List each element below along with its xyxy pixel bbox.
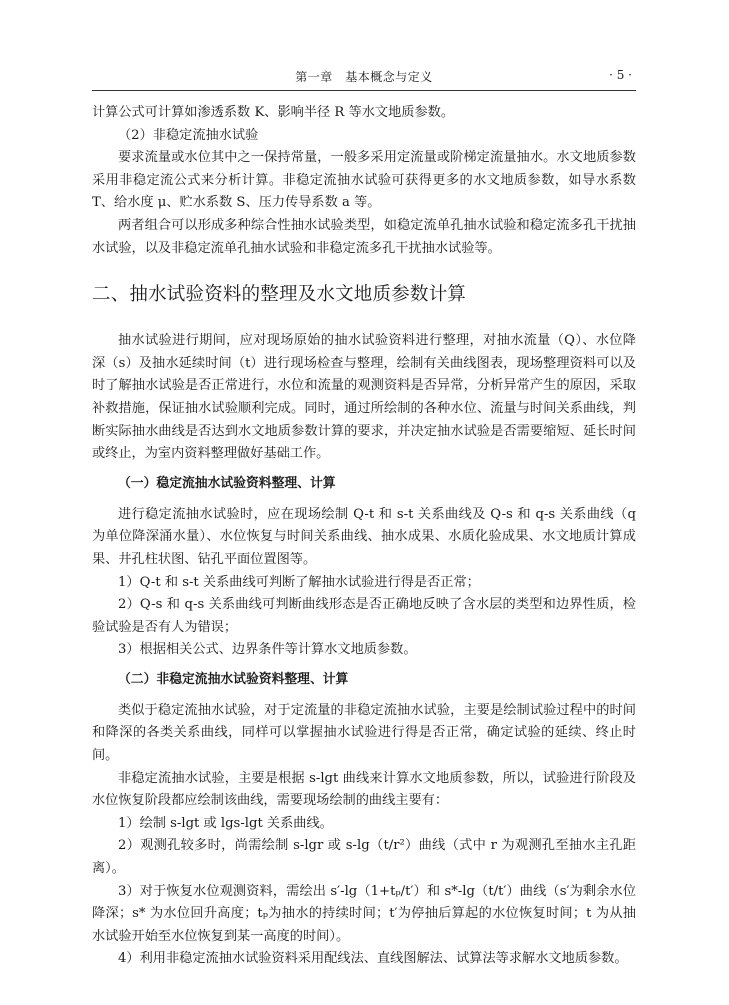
- paragraph: 两者组合可以形成多种综合性抽水试验类型，如稳定流单孔抽水试验和稳定流多孔干扰抽水试验，以及非稳定流单孔抽水试验和非稳定流多孔干扰抽水试验等。: [92, 217, 636, 256]
- paragraph: 抽水试验进行期间，应对现场原始的抽水试验资料进行整理，对抽水流量（Q）、水位降深（s）及抽水延续时间（t）进行现场检查与整理，绘制有关曲线图表，现场整理资料可以及时了解抽水试验是否正常进行，水位和流量的观测资料是否异常，分析异常产生的原因，采取补救措施，保证抽水试验顺利完成。同时，通过所绘制的各种水位、流量与时间关系曲线，判断实际抽水曲线是否达到水文地质参数计算的要求，并决定抽水试验是否需要缩短、延长时间或终止，为室内资料整理做好基础工作。: [92, 333, 636, 462]
- list-item: 1）绘制 s-lgt 或 lgs-lgt 关系曲线。: [118, 815, 333, 831]
- section-heading: 二、抽水试验资料的整理及水文地质参数计算: [92, 284, 467, 306]
- list-item: 3）根据相关公式、边界条件等计算水文地质参数。: [118, 642, 417, 658]
- page-body: [92, 102, 636, 971]
- list-item: 2）观测孔较多时，尚需绘制 s-lgr 或 s-lg（t/r²）曲线（式中 r 为观测孔至抽水主孔距离）。: [92, 838, 636, 877]
- chapter-title: 第一章 基本概念与定义: [295, 70, 433, 84]
- subsection-heading: （二）非稳定流抽水试验资料整理、计算: [118, 671, 349, 687]
- subsection-label: （2）非稳定流抽水试验: [118, 127, 259, 143]
- paragraph: 计算公式可计算如渗透系数 K、影响半径 R 等水文地质参数。: [92, 105, 455, 120]
- list-item: 3）对于恢复水位观测资料，需绘出 s′-lg（1+tₚ/t′）和 s*-lg（t/t′）曲线（s′为剩余水位降深；s* 为水位回升高度；tₚ为抽水的持续时间；t′为停抽后算起的水位恢复时间；t 为从抽水试验开始至水位恢复到某一高度的时间）。: [92, 883, 636, 944]
- paragraph: 要求流量或水位其中之一保持常量，一般多采用定流量或阶梯定流量抽水。水文地质参数采用非稳定流公式来分析计算。非稳定流抽水试验可获得更多的水文地质参数，如导水系数 T、给水度 μ、贮水系数 S、压力传导系数 a 等。: [92, 150, 636, 211]
- subsection-heading: （一）稳定流抽水试验资料整理、计算: [118, 475, 336, 491]
- list-item: 1）Q-t 和 s-t 关系曲线可判断了解抽水试验进行得是否正常；: [118, 574, 480, 590]
- running-header: [92, 64, 636, 91]
- paragraph: 类似于稳定流抽水试验，对于定流量的非稳定流抽水试验，主要是绘制试验过程中的时间和降深的各类关系曲线，同样可以掌握抽水试验进行得是否正常，确定试验的延续、终止时间。: [92, 702, 636, 764]
- paragraph: 进行稳定流抽水试验时，应在现场绘制 Q-t 和 s-t 关系曲线及 Q-s 和 q-s 关系曲线（q 为单位降深涌水量）、水位恢复与时间关系曲线、抽水成果、水质化验成果、水文地质计算成果、井孔柱状图、钻孔平面位置图等。: [92, 506, 636, 567]
- paragraph: 非稳定流抽水试验，主要是根据 s-lgt 曲线来计算水文地质参数，所以，试验进行阶段及水位恢复阶段都应绘制该曲线，需要现场绘制的曲线主要有：: [92, 770, 636, 809]
- page-number: · 5 ·: [609, 68, 632, 82]
- list-item: 4）利用非稳定流抽水试验资料采用配线法、直线图解法、试算法等求解水文地质参数。: [118, 951, 628, 967]
- list-item: 2）Q-s 和 q-s 关系曲线可判断曲线形态是否正确地反映了含水层的类型和边界性质，检验试验是否有人为错误；: [92, 597, 636, 635]
